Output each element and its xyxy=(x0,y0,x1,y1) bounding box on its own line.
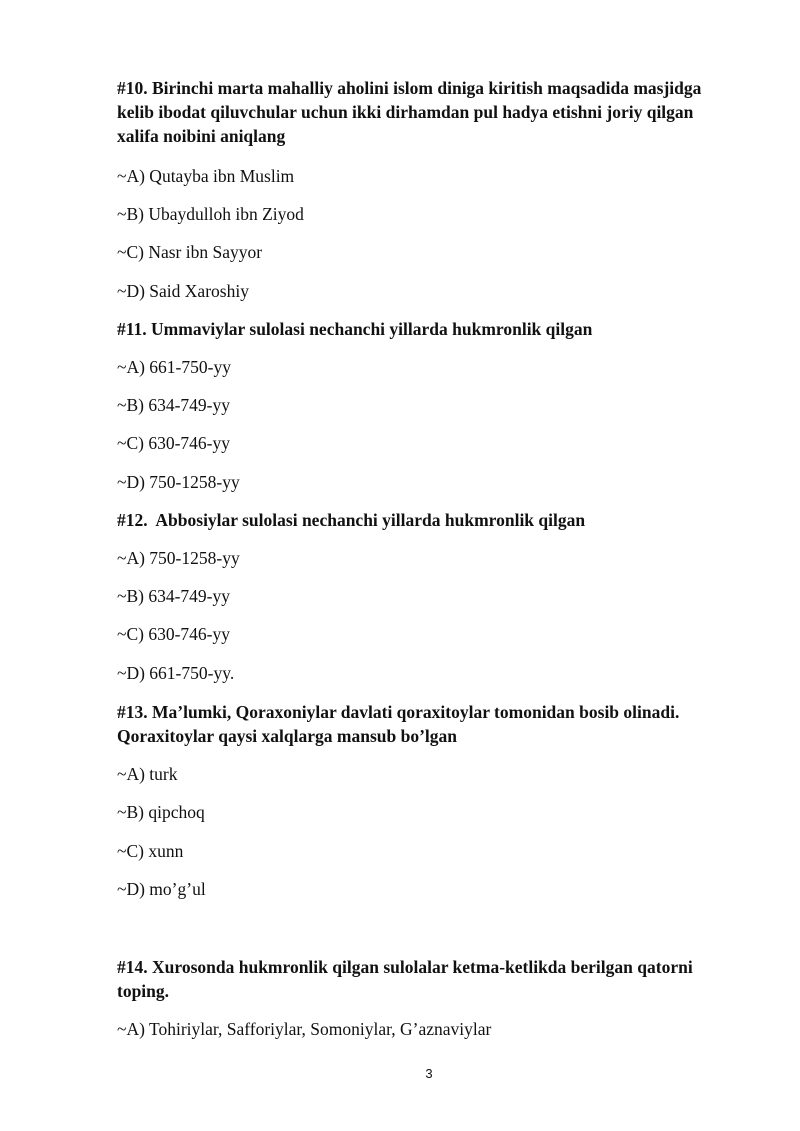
question-10-option-d: ~D) Said Xaroshiy xyxy=(117,281,249,301)
question-14-option-a: ~A) Tohiriylar, Safforiylar, Somoniylar, G’aznaviylar xyxy=(117,1019,492,1039)
question-12: #12. Abbosiylar sulolasi nechanchi yillarda hukmronlik qilgan xyxy=(117,510,586,530)
question-13-option-a: ~A) turk xyxy=(117,764,178,784)
question-14: #14. Xurosonda hukmronlik qilgan sulolalar ketma-ketlikda berilgan qatorni toping. xyxy=(117,957,693,1001)
question-11-option-a: ~A) 661-750-yy xyxy=(117,357,231,377)
question-12-option-c: ~C) 630-746-yy xyxy=(117,624,230,644)
question-11-option-b: ~B) 634-749-yy xyxy=(117,395,230,415)
question-12-option-b: ~B) 634-749-yy xyxy=(117,586,230,606)
question-10-option-c: ~C) Nasr ibn Sayyor xyxy=(117,242,263,262)
question-13-option-d: ~D) mo’g’ul xyxy=(117,879,206,899)
question-10-option-a: ~A) Qutayba ibn Muslim xyxy=(117,166,295,186)
question-11: #11. Ummaviylar sulolasi nechanchi yillarda hukmronlik qilgan xyxy=(117,319,593,339)
question-11-option-c: ~C) 630-746-yy xyxy=(117,433,230,453)
question-13: #13. Ma’lumki, Qoraxoniylar davlati qoraxitoylar tomonidan bosib olinadi. Qoraxitoylar qaysi xalqlarga mansub bo’lgan xyxy=(117,702,680,746)
question-11-option-d: ~D) 750-1258-yy xyxy=(117,472,240,492)
question-13-option-c: ~C) xunn xyxy=(117,841,184,861)
question-13-option-b: ~B) qipchoq xyxy=(117,802,205,822)
question-12-option-a: ~A) 750-1258-yy xyxy=(117,548,240,568)
question-10: #10. Birinchi marta mahalliy aholini islom diniga kiritish maqsadida masjidga kelib ibodat qiluvchular uchun ikki dirhamdan pul hadya etishni joriy qilgan xalifa noibini aniqlang xyxy=(117,78,702,146)
question-12-option-d: ~D) 661-750-yy. xyxy=(117,663,235,683)
page-number: 3 xyxy=(425,1066,433,1081)
question-10-option-b: ~B) Ubaydulloh ibn Ziyod xyxy=(117,204,304,224)
